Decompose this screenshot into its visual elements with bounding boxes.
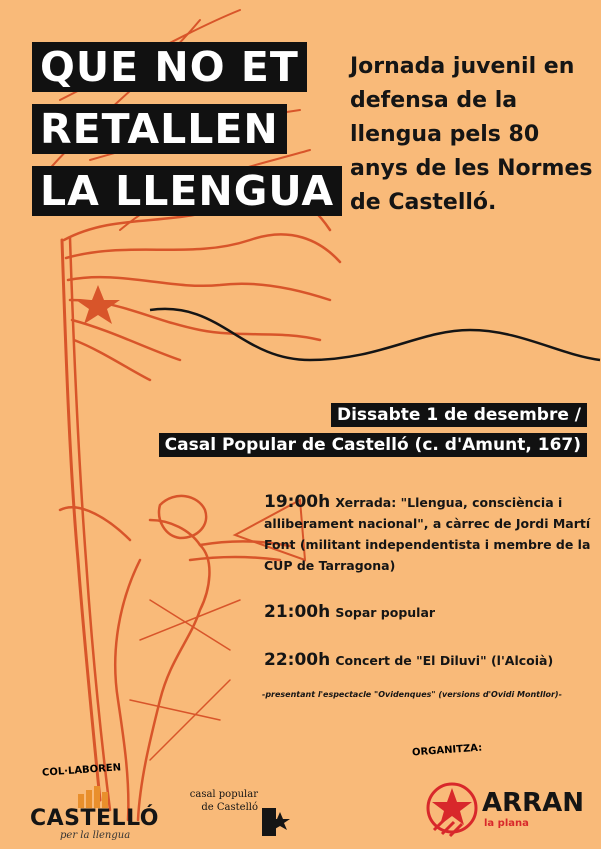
flag-star-icon xyxy=(76,285,120,324)
casal-popular-logo xyxy=(188,788,308,844)
arran-la-plana-logo xyxy=(424,772,594,844)
schedule-time: 21:00h xyxy=(264,602,331,622)
event-date: Dissabte 1 de desembre / xyxy=(331,403,587,427)
title-line-1: QUE NO ET xyxy=(32,42,307,92)
castello-logo-word: CASTELLÓ xyxy=(30,806,160,831)
schedule-description: Concert de "El Diluvi" (l'Alcoià) xyxy=(335,653,554,668)
castello-logo-tagline: per la llengua xyxy=(60,830,131,841)
title-line-3: LA LLENGUA xyxy=(32,166,342,216)
arran-logo-sub: la plana xyxy=(484,818,529,829)
casal-star-icon xyxy=(262,808,290,836)
event-venue: Casal Popular de Castelló (c. d'Amunt, 167) xyxy=(159,433,587,457)
schedule-item xyxy=(264,492,594,576)
schedule-item xyxy=(262,650,594,699)
subtitle: Jornada juvenil en defensa de la llengua pels 80 anys de les Normes de Castelló. xyxy=(350,54,593,215)
schedule-description: Sopar popular xyxy=(335,605,436,620)
castello-per-la-llengua-logo xyxy=(30,786,160,842)
schedule-time: 19:00h xyxy=(264,492,331,512)
casal-logo-text: casal popular de Castelló xyxy=(189,789,258,813)
title-line-2: RETALLEN xyxy=(32,104,287,154)
schedule-time: 22:00h xyxy=(264,650,331,670)
schedule-note: -presentant l'espectacle "Ovidenques" (versions d'Ovidi Montllor)- xyxy=(262,690,562,699)
organizer-label: ORGANITZA: xyxy=(411,742,483,759)
schedule-description: Xerrada: "Llengua, consciència i alliberament nacional", a càrrec de Jordi Martí Font (militant independentista i membre de la CUP de Tarragona) xyxy=(264,495,591,573)
arran-logo-word: ARRAN xyxy=(482,788,585,818)
schedule-item xyxy=(264,602,594,623)
collaborators-label: COL·LABOREN xyxy=(41,762,122,779)
arran-star-icon xyxy=(424,778,484,838)
castello-bars-icon xyxy=(78,786,118,808)
